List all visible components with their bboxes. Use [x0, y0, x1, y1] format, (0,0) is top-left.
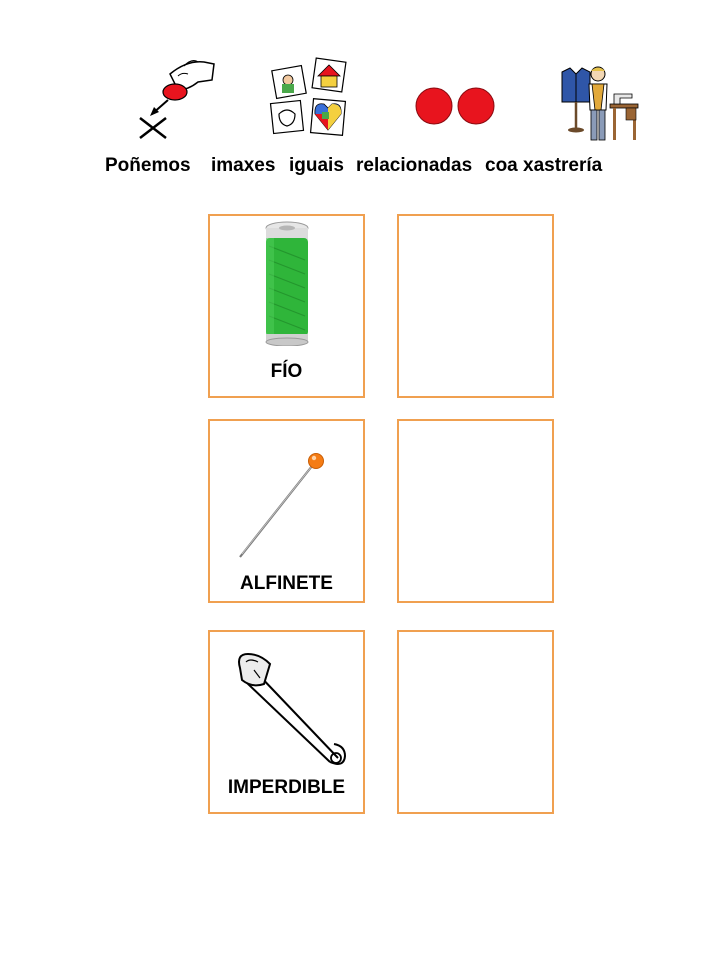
tailor-icon: [556, 62, 642, 144]
place-hand-icon: [132, 52, 222, 144]
picture-card-safety-pin: [208, 630, 365, 814]
empty-match-box-1[interactable]: [397, 214, 554, 398]
picture-cards-icon: [268, 56, 352, 140]
picture-card-thread: [208, 214, 365, 398]
pin-icon: [232, 447, 328, 563]
picture-card-pin: [208, 419, 365, 603]
safety-pin-icon: [232, 650, 352, 768]
thread-spool-icon: [264, 220, 310, 346]
card-label-thread: FÍO: [270, 361, 303, 382]
instruction-word-4: relacionadas: [356, 155, 473, 176]
instruction-word-5: coa: [485, 155, 518, 176]
instruction-word-6: xastrería: [523, 155, 603, 176]
instruction-word-2: imaxes: [211, 155, 276, 176]
instruction-word-1: Poñemos: [105, 155, 191, 176]
empty-match-box-3[interactable]: [397, 630, 554, 814]
card-label-safety-pin: IMPERDIBLE: [227, 777, 346, 798]
two-equal-dots-icon: [414, 86, 498, 126]
card-label-pin: ALFINETE: [240, 573, 333, 594]
empty-match-box-2[interactable]: [397, 419, 554, 603]
instruction-word-3: iguais: [289, 155, 344, 176]
